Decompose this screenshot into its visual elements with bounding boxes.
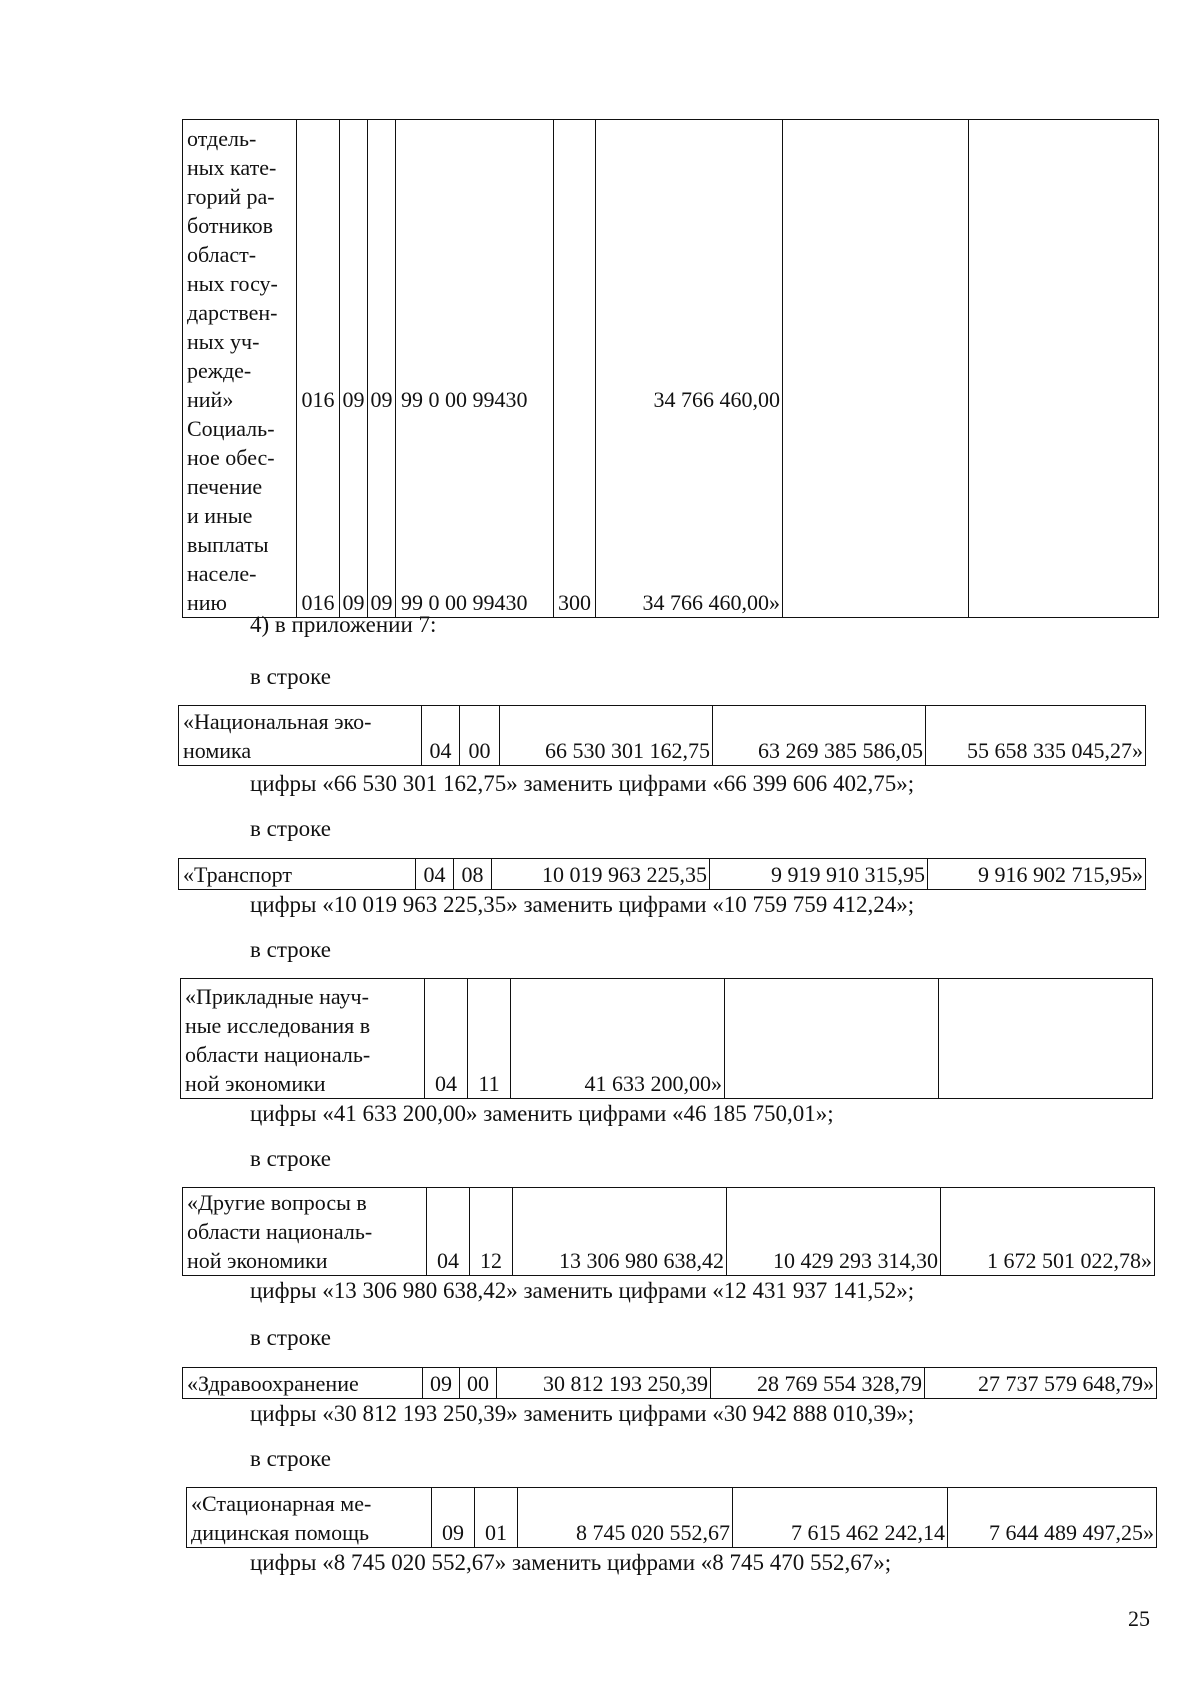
- cell-pr: 09: [368, 414, 396, 618]
- cell-pr: 00: [460, 706, 500, 766]
- cell-value-3: 1 672 501 022,78»: [941, 1188, 1155, 1276]
- cell-rz: 09: [340, 120, 368, 415]
- cell-value-2: 10 429 293 314,30: [727, 1188, 941, 1276]
- edit-intro: в строке: [250, 1325, 331, 1350]
- cell-sum-1: 34 766 460,00»: [596, 414, 783, 618]
- cell-pr: 12: [470, 1188, 513, 1276]
- cell-gr: 016: [297, 414, 340, 618]
- cell-rz: 09: [423, 1368, 460, 1399]
- row-label: «Стационарная ме- дицинская помощь: [187, 1488, 432, 1548]
- cell-rz: 04: [422, 706, 460, 766]
- cell-pr: 09: [368, 120, 396, 415]
- table-row: [187, 1488, 1157, 1548]
- cell-sum-3: [969, 414, 1159, 618]
- edit-table: [178, 705, 1146, 766]
- cell-value-3: 55 658 335 045,27»: [926, 706, 1146, 766]
- row-label: Социаль- ное обес- печение и иные выплаты населе- нию: [183, 414, 297, 618]
- change-instruction: цифры «41 633 200,00» заменить цифрами «46 185 750,01»;: [250, 1101, 834, 1126]
- edit-intro: в строке: [250, 664, 331, 689]
- cell-value-3: [939, 979, 1153, 1099]
- edit-table: [178, 858, 1146, 890]
- row-label: «Прикладные науч- ные исследования в области националь- ной экономики: [181, 979, 425, 1099]
- cell-rz: 09: [432, 1488, 475, 1548]
- cell-value-2: [725, 979, 939, 1099]
- cell-value-1: 10 019 963 225,35: [492, 859, 710, 890]
- cell-csr: 99 0 00 99430: [396, 414, 554, 618]
- table-row: [179, 859, 1146, 890]
- row-label: «Транспорт: [179, 859, 416, 890]
- table-row: [181, 979, 1153, 1099]
- row-label: отдель- ных кате- горий ра- ботников област- ных госу- дарствен- ных уч- режде- ний»: [183, 120, 297, 415]
- section-heading: 4) в приложении 7:: [250, 612, 437, 637]
- cell-value-1: 30 812 193 250,39: [497, 1368, 711, 1399]
- change-instruction: цифры «10 019 963 225,35» заменить цифрами «10 759 759 412,24»;: [250, 892, 915, 917]
- edit-table: [180, 978, 1153, 1099]
- top-continuation-table: [182, 119, 1159, 618]
- cell-rz: 04: [425, 979, 468, 1099]
- edit-intro: в строке: [250, 816, 331, 841]
- edit-intro: в строке: [250, 937, 331, 962]
- table-row: [183, 1188, 1155, 1276]
- edit-intro: в строке: [250, 1446, 331, 1471]
- cell-sum-1: 34 766 460,00: [596, 120, 783, 415]
- cell-rz: 04: [416, 859, 454, 890]
- cell-pr: 01: [475, 1488, 518, 1548]
- cell-vr: 300: [554, 414, 596, 618]
- table-row: [183, 414, 1159, 618]
- cell-pr: 08: [454, 859, 492, 890]
- cell-value-1: 8 745 020 552,67: [518, 1488, 733, 1548]
- cell-value-3: 7 644 489 497,25»: [948, 1488, 1157, 1548]
- cell-value-2: 9 919 910 315,95: [710, 859, 928, 890]
- change-instruction: цифры «13 306 980 638,42» заменить цифрами «12 431 937 141,52»;: [250, 1278, 915, 1303]
- table-row: [179, 706, 1146, 766]
- cell-sum-2: [783, 414, 969, 618]
- cell-value-3: 27 737 579 648,79»: [925, 1368, 1157, 1399]
- cell-vr: [554, 120, 596, 415]
- page-number: 25: [1128, 1606, 1150, 1631]
- change-instruction: цифры «8 745 020 552,67» заменить цифрами «8 745 470 552,67»;: [250, 1550, 892, 1575]
- change-instruction: цифры «66 530 301 162,75» заменить цифрами «66 399 606 402,75»;: [250, 771, 915, 796]
- cell-rz: 04: [427, 1188, 470, 1276]
- cell-value-1: 13 306 980 638,42: [513, 1188, 727, 1276]
- cell-rz: 09: [340, 414, 368, 618]
- edit-table: [186, 1487, 1157, 1548]
- cell-value-3: 9 916 902 715,95»: [928, 859, 1146, 890]
- cell-value-1: 41 633 200,00»: [511, 979, 725, 1099]
- row-label: «Здравоохранение: [183, 1368, 423, 1399]
- cell-gr: 016: [297, 120, 340, 415]
- cell-csr: 99 0 00 99430: [396, 120, 554, 415]
- cell-pr: 00: [460, 1368, 497, 1399]
- cell-value-1: 66 530 301 162,75: [500, 706, 713, 766]
- cell-sum-3: [969, 120, 1159, 415]
- edit-table: [182, 1187, 1155, 1276]
- change-instruction: цифры «30 812 193 250,39» заменить цифрами «30 942 888 010,39»;: [250, 1401, 915, 1426]
- cell-value-2: 63 269 385 586,05: [713, 706, 926, 766]
- edit-intro: в строке: [250, 1146, 331, 1171]
- cell-sum-2: [783, 120, 969, 415]
- table-row: [183, 1368, 1157, 1399]
- cell-pr: 11: [468, 979, 511, 1099]
- cell-value-2: 28 769 554 328,79: [711, 1368, 925, 1399]
- table-row: [183, 120, 1159, 415]
- edit-table: [182, 1367, 1157, 1399]
- cell-value-2: 7 615 462 242,14: [733, 1488, 948, 1548]
- row-label: «Другие вопросы в области националь- ной экономики: [183, 1188, 427, 1276]
- row-label: «Национальная эко- номика: [179, 706, 422, 766]
